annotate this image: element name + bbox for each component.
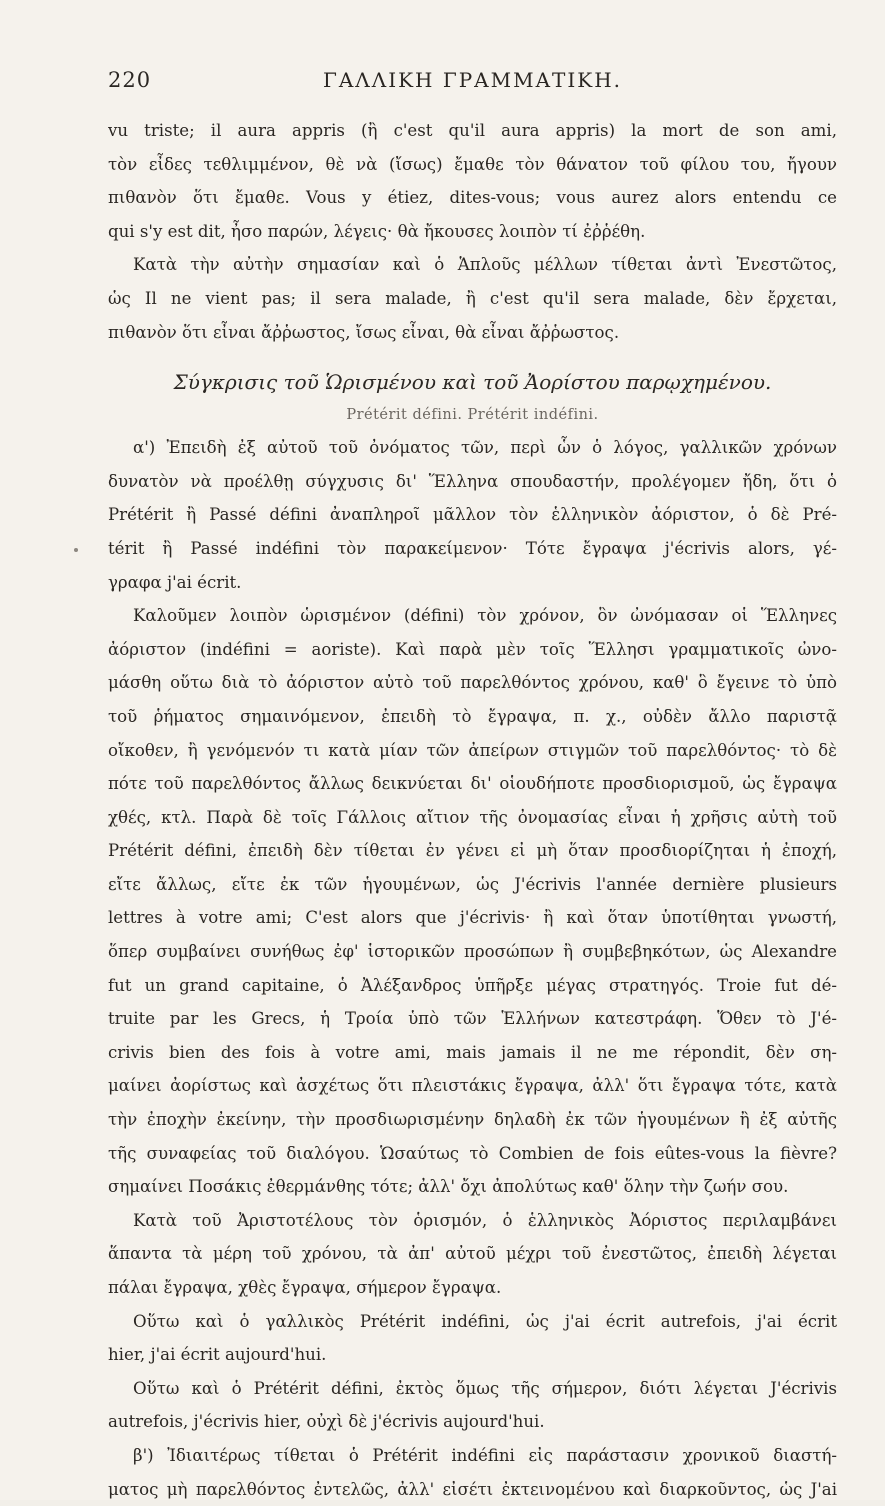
text-line: τοῦ ῥήματος σημαινόμενον, ἐπειδὴ τὸ ἔγραψα, π. χ., οὐδὲν ἄλλο παριστᾷ — [108, 706, 837, 726]
text-line: τὴν ἐποχὴν ἐκείνην, τὴν προσδιωρισμένην δηλαδὴ ἐκ τῶν ἡγουμένων ἢ ἐξ αὐτῆς — [108, 1110, 837, 1130]
text-line: μάσθη οὕτω διὰ τὸ ἀόριστον αὐτὸ τοῦ παρελθόντος χρόνου, καθ' ὃ ἔγεινε τὸ ὑπὸ — [108, 673, 837, 693]
text-line: τῆς συναφείας τοῦ διαλόγου. Ὡσαύτως τὸ Combien de fois eûtes-vous la fièvre? — [108, 1143, 837, 1163]
text-line: ὡς Il ne vient pas; il sera malade, ἢ c'est qu'il sera malade, δὲν ἔρχεται, — [108, 288, 837, 308]
text-line: Κατὰ τοῦ Ἀριστοτέλους τὸν ὁρισμόν, ὁ ἑλληνικὸς Ἀόριστος περιλαμβάνει — [133, 1210, 837, 1230]
running-title: ΓΑΛΛΙΚΗ ΓΡΑΜΜΑΤΙΚΗ. — [322, 68, 622, 92]
text-line: lettres à votre ami; C'est alors que j'écrivis· ἢ καὶ ὅταν ὑποτίθηται γνωστή, — [108, 908, 837, 928]
text-line: qui s'y est dit, ἦσο παρών, λέγεις· θὰ ἤκουσες λοιπὸν τί ἐῤῥέθη. — [108, 221, 646, 241]
text-line: Οὕτω καὶ ὁ γαλλικὸς Prétérit indéfini, ὡς j'ai écrit autrefois, j'ai écrit — [133, 1311, 837, 1331]
text-line: crivis bien des fois à votre ami, mais jamais il ne me répondit, δὲν ση- — [108, 1042, 837, 1062]
text-line: γραφα j'ai écrit. — [108, 572, 242, 592]
ink-dot — [74, 548, 78, 552]
text-line: σημαίνει Ποσάκις ἐθερμάνθης τότε; ἀλλ' ὄχι ἀπολύτως καθ' ὅλην τὴν ζωήν σου. — [108, 1177, 789, 1197]
text-line: Κατὰ τὴν αὐτὴν σημασίαν καὶ ὁ Ἁπλοῦς μέλλων τίθεται ἀντὶ Ἐνεστῶτος, — [133, 255, 837, 275]
text-line: πιθανὸν ὅτι ἔμαθε. Vous y étiez, dites-vous; vous aurez alors entendu ce — [108, 188, 837, 208]
text-line: α') Ἐπειδὴ ἐξ αὐτοῦ τοῦ ὀνόματος τῶν, περὶ ὧν ὁ λόγος, γαλλικῶν χρόνων — [133, 438, 837, 458]
text-line: ὅπερ συμβαίνει συνήθως ἐφ' ἱστορικῶν προσώπων ἢ συμβεβηκότων, ὡς Alexandre — [108, 942, 837, 962]
text-line: térit ἢ Passé indéfini τὸν παρακείμενον· Τότε ἔγραψα j'écrivis alors, γέ- — [108, 538, 837, 558]
text-line: ἀόριστον (indéfini = aoriste). Καὶ παρὰ μὲν τοῖς Ἕλλησι γραμματικοῖς ὠνο- — [108, 639, 837, 659]
text-line: πότε τοῦ παρελθόντος ἄλλως δεικνύεται δι' οἱουδήποτε προσδιορισμοῦ, ὡς ἔγραψα — [108, 774, 837, 794]
page-number: 220 — [108, 68, 152, 92]
text-line: Prétérit défini, ἐπειδὴ δὲν τίθεται ἐν γένει εἰ μὴ ὅταν προσδιορίζηται ἡ ἐποχή, — [108, 841, 837, 861]
text-line: δυνατὸν νὰ προέλθῃ σύγχυσις δι' Ἕλληνα σπουδαστήν, προλέγομεν ἤδη, ὅτι ὁ — [108, 471, 837, 491]
page-body — [108, 114, 837, 1506]
text-line: πιθανὸν ὅτι εἶναι ἄῤῥωστος, ἴσως εἶναι, θὰ εἶναι ἄῤῥωστος. — [108, 322, 620, 342]
page-header — [108, 68, 837, 98]
text-line: β') Ἰδιαιτέρως τίθεται ὁ Prétérit indéfini εἰς παράστασιν χρονικοῦ διαστή- — [133, 1445, 837, 1465]
text-line: ματος μὴ παρελθόντος ἐντελῶς, ἀλλ' εἰσέτι ἐκτεινομένου καὶ διαρκοῦντος, ὡς J'ai — [108, 1479, 837, 1499]
text-line: hier, j'ai écrit aujourd'hui. — [108, 1345, 327, 1365]
text-line: Prétérit ἢ Passé défini ἀναπληροῖ μᾶλλον τὸν ἑλληνικὸν ἀόριστον, ὁ δὲ Pré- — [108, 505, 837, 525]
text-line: Καλοῦμεν λοιπὸν ὡρισμένον (défini) τὸν χρόνον, ὃν ὠνόμασαν οἱ Ἕλληνες — [133, 606, 837, 626]
text-line: autrefois, j'écrivis hier, οὐχὶ δὲ j'écrivis aujourd'hui. — [108, 1412, 545, 1432]
text-line: μαίνει ἀορίστως καὶ ἀσχέτως ὅτι πλειστάκις ἔγραψα, ἀλλ' ὅτι ἔγραψα τότε, κατὰ — [108, 1076, 837, 1096]
text-line: ἅπαντα τὰ μέρη τοῦ χρόνου, τὰ ἀπ' αὐτοῦ μέχρι τοῦ ἐνεστῶτος, ἐπειδὴ λέγεται — [108, 1244, 837, 1264]
text-line: vu triste; il aura appris (ἢ c'est qu'il aura appris) la mort de son ami, — [108, 121, 837, 140]
text-line: fut un grand capitaine, ὁ Ἀλέξανδρος ὑπῆρξε μέγας στρατηγός. Troie fut dé- — [108, 975, 837, 995]
text-line: πάλαι ἔγραψα, χθὲς ἔγραψα, σήμερον ἔγραψα. — [108, 1278, 502, 1297]
text-line: εἴτε ἄλλως, εἴτε ἐκ τῶν ἡγουμένων, ὡς J'écrivis l'année dernière plusieurs — [108, 874, 837, 894]
section-title: Σύγκρισις τοῦ Ὡρισμένου καὶ τοῦ Ἀορίστου παρῳχημένου. — [173, 370, 772, 395]
text-line: τὸν εἶδες τεθλιμμένον, θὲ νὰ (ἴσως) ἔμαθε τὸν θάνατον τοῦ φίλου του, ἤγουν — [108, 154, 837, 174]
text-line: οἴκοθεν, ἢ γενόμενόν τι κατὰ μίαν τῶν ἀπείρων στιγμῶν τοῦ παρελθόντος· τὸ δὲ — [108, 740, 837, 760]
text-line: χθές, κτλ. Παρὰ δὲ τοῖς Γάλλοις αἴτιον τῆς ὀνομασίας εἶναι ἡ χρῆσις αὐτὴ τοῦ — [108, 807, 837, 827]
text-line: Οὕτω καὶ ὁ Prétérit défini, ἐκτὸς ὅμως τῆς σήμερον, διότι λέγεται J'écrivis — [133, 1378, 837, 1398]
section-subtitle: Prétérit défini. Prétérit indéfini. — [346, 407, 599, 424]
text-line: truite par les Grecs, ἡ Τροία ὑπὸ τῶν Ἑλλήνων κατεστράφη. Ὅθεν τὸ J'é- — [108, 1009, 837, 1029]
